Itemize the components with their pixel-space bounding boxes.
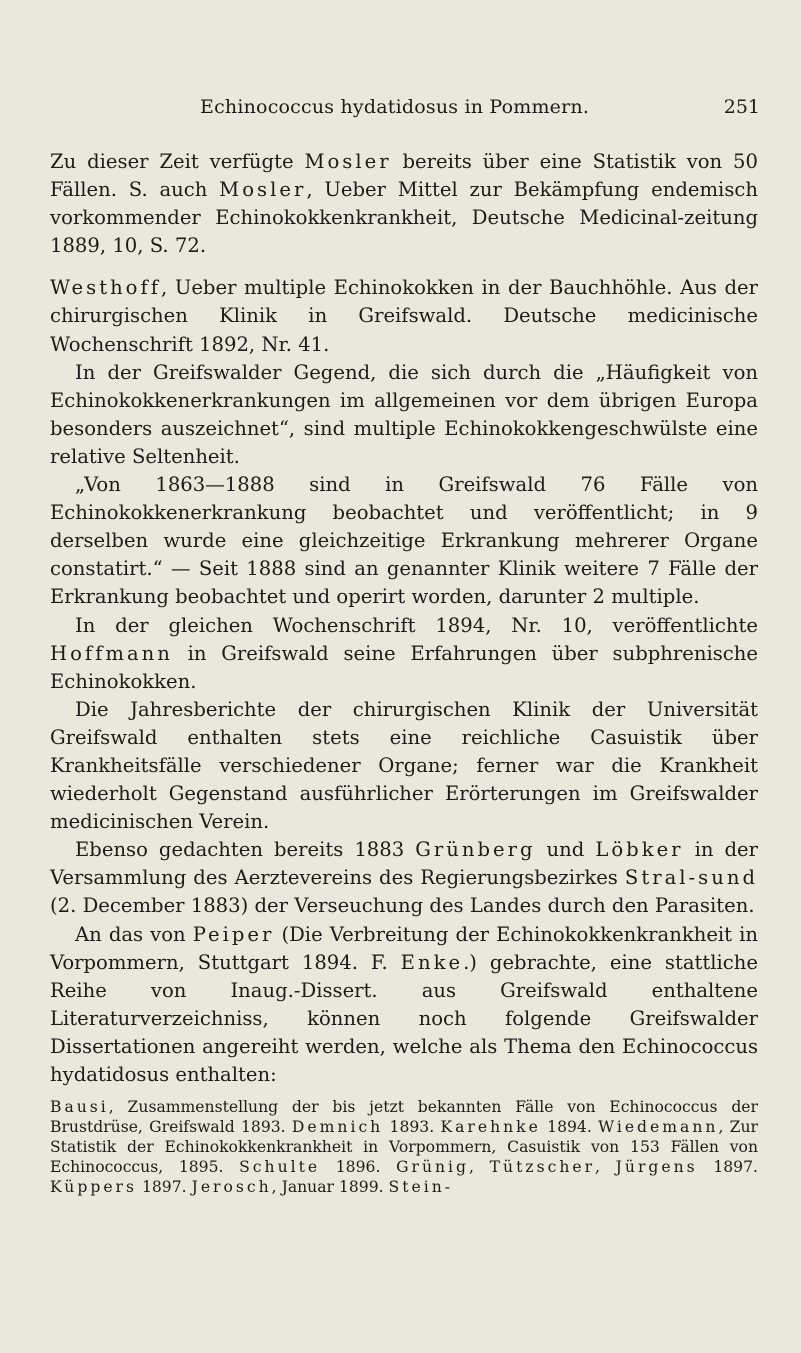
paragraph-jahresberichte — [50, 696, 758, 836]
paragraph-greifswald-region — [50, 359, 758, 471]
paragraph-text-run: Die Jahresberichte der chirurgischen Klinik der Universität Greifswald enthalten stets eine reichliche Casuistik über Krankheitsfälle verschiedener Organe; ferner war die Krankheit wiederholt Gegenstand ausführlicher Erörterungen im Greifswalder medicinischen Verein. — [50, 697, 758, 834]
footnote-text-run: , Zusammenstellung der bis jetzt bekannten Fälle von Echinococcus der Brustdrüse, Greifswald 1893. — [50, 1098, 758, 1137]
footnote-text-run: , Zur Statistik der Echinokokkenkrankheit in Vorpommern, Casuistik von 153 Fällen von Echinococcus, 1895. — [50, 1118, 759, 1177]
paragraph-text-run: In der Greifswalder Gegend, die sich durch die „Häufigkeit von Echinokokkenerkrankungen im allgemeinen vor dem übrigen Europa besonders auszeichnet“, sind multiple Echinokokkengeschwülste eine relative Seltenheit. — [50, 360, 758, 468]
footnote-text-run: , Januar 1899. — [271, 1178, 389, 1197]
paragraph-text-run: , Ueber Mittel zur Bekämpfung endemisch vorkommender Echinokokkenkrankheit, Deutsche Medicinal-zeitung 1889, 10, S. 72. — [50, 178, 758, 258]
spaced-name: Stein- — [388, 1178, 454, 1197]
spaced-name: Enke — [400, 950, 464, 974]
footnote-text-run: 1896. — [320, 1158, 397, 1177]
spaced-name: Grünberg — [415, 838, 536, 862]
paragraph-text-run: in Greifswald seine Erfahrungen über subphrenische Echinokokken. — [50, 641, 758, 693]
spaced-name: Jürgens — [615, 1158, 698, 1177]
paragraph-text-run: Ebenso gedachten bereits 1883 — [75, 838, 416, 862]
paragraph-text-run: .) gebrachte, eine stattliche Reihe von Inaug.-Dissert. aus Greifswald enthaltene Literaturverzeichniss, können noch folgende Greifswalder Dissertationen angereiht werden, welche als Thema den Echinococcus hydatidosus enthalten: — [50, 950, 758, 1086]
paragraph-gruenberg-loebker — [50, 836, 758, 920]
paragraph-text-run: , Ueber multiple Echinokokken in der Bauchhöhle. Aus der chirurgischen Klinik in Greifswald. Deutsche medicinische Wochenschrift 1892, Nr. 41. — [50, 276, 758, 356]
paragraph-hoffmann — [50, 612, 758, 696]
footnote-text-run: , — [469, 1158, 490, 1177]
spaced-name: Peiper — [192, 922, 275, 946]
spaced-name: Demnich — [291, 1118, 384, 1137]
spaced-name: Jerosch — [191, 1178, 272, 1197]
footnote-text-run: 1894. — [540, 1118, 599, 1137]
paragraph-text-run: An das von — [75, 922, 193, 946]
paragraph-text-run: In der gleichen Wochenschrift 1894, Nr. 10, veröffentlichte — [75, 613, 758, 637]
footnote-text-run: 1897. — [137, 1178, 192, 1197]
paragraph-text-run: (2. December 1883) der Verseuchung des Landes durch den Parasiten. — [50, 894, 755, 918]
spaced-name: Mosler — [304, 150, 392, 173]
spaced-name: Wiedemann — [598, 1118, 719, 1137]
paragraph-mosler — [50, 148, 758, 260]
spaced-name: Karehnke — [440, 1118, 541, 1137]
spaced-name: Küppers — [50, 1178, 137, 1197]
paragraph-westhoff — [50, 274, 758, 358]
paragraph-text-run: und — [535, 838, 596, 862]
footnote-text-run: 1897. — [697, 1158, 758, 1177]
running-header — [200, 96, 760, 126]
spaced-name: Hoffmann — [50, 641, 173, 665]
spaced-name: Mosler — [219, 178, 307, 202]
spaced-name: Tützscher — [489, 1158, 596, 1177]
spaced-name: Westhoff — [50, 276, 161, 300]
dissertation-list — [50, 1097, 758, 1197]
running-title: Echinococcus hydatidosus in Pommern. — [200, 96, 590, 118]
spaced-name: Stral-sund — [624, 866, 758, 890]
page-number: 251 — [723, 96, 760, 118]
paragraph-statistics — [50, 471, 758, 611]
spaced-name: Schulte — [239, 1158, 321, 1177]
dissertation-list-text — [50, 1097, 758, 1197]
body-text — [50, 148, 758, 1197]
paragraph-text-run: bereits über eine Statistik von 50 Fällen. S. auch — [50, 150, 758, 202]
paragraph-peiper — [50, 921, 758, 1090]
paragraph-text-run: Zu dieser Zeit verfügte — [50, 150, 305, 173]
footnote-text-run: 1893. — [383, 1118, 441, 1137]
footnote-text-run: , — [595, 1158, 616, 1177]
spaced-name: Bausi — [50, 1098, 109, 1117]
paragraph-text-run: in der Versammlung des Aerztevereins des Regierungsbezirkes — [50, 838, 758, 890]
spaced-name: Löbker — [595, 838, 684, 862]
spaced-name: Grünig — [396, 1158, 470, 1177]
paragraph-text-run: „Von 1863—1888 sind in Greifswald 76 Fälle von Echinokokkenerkrankung beobachtet und veröffentlicht; in 9 derselben wurde eine gleichzeitige Erkrankung mehrerer Organe constatirt.“ — Seit 1888 sind an genannter Klinik weitere 7 Fälle der Erkrankung beobachtet und operirt worden, darunter 2 multiple. — [50, 473, 758, 609]
paragraph-text-run: (Die Verbreitung der Echinokokkenkrankheit in Vorpommern, Stuttgart 1894. F. — [50, 922, 759, 974]
